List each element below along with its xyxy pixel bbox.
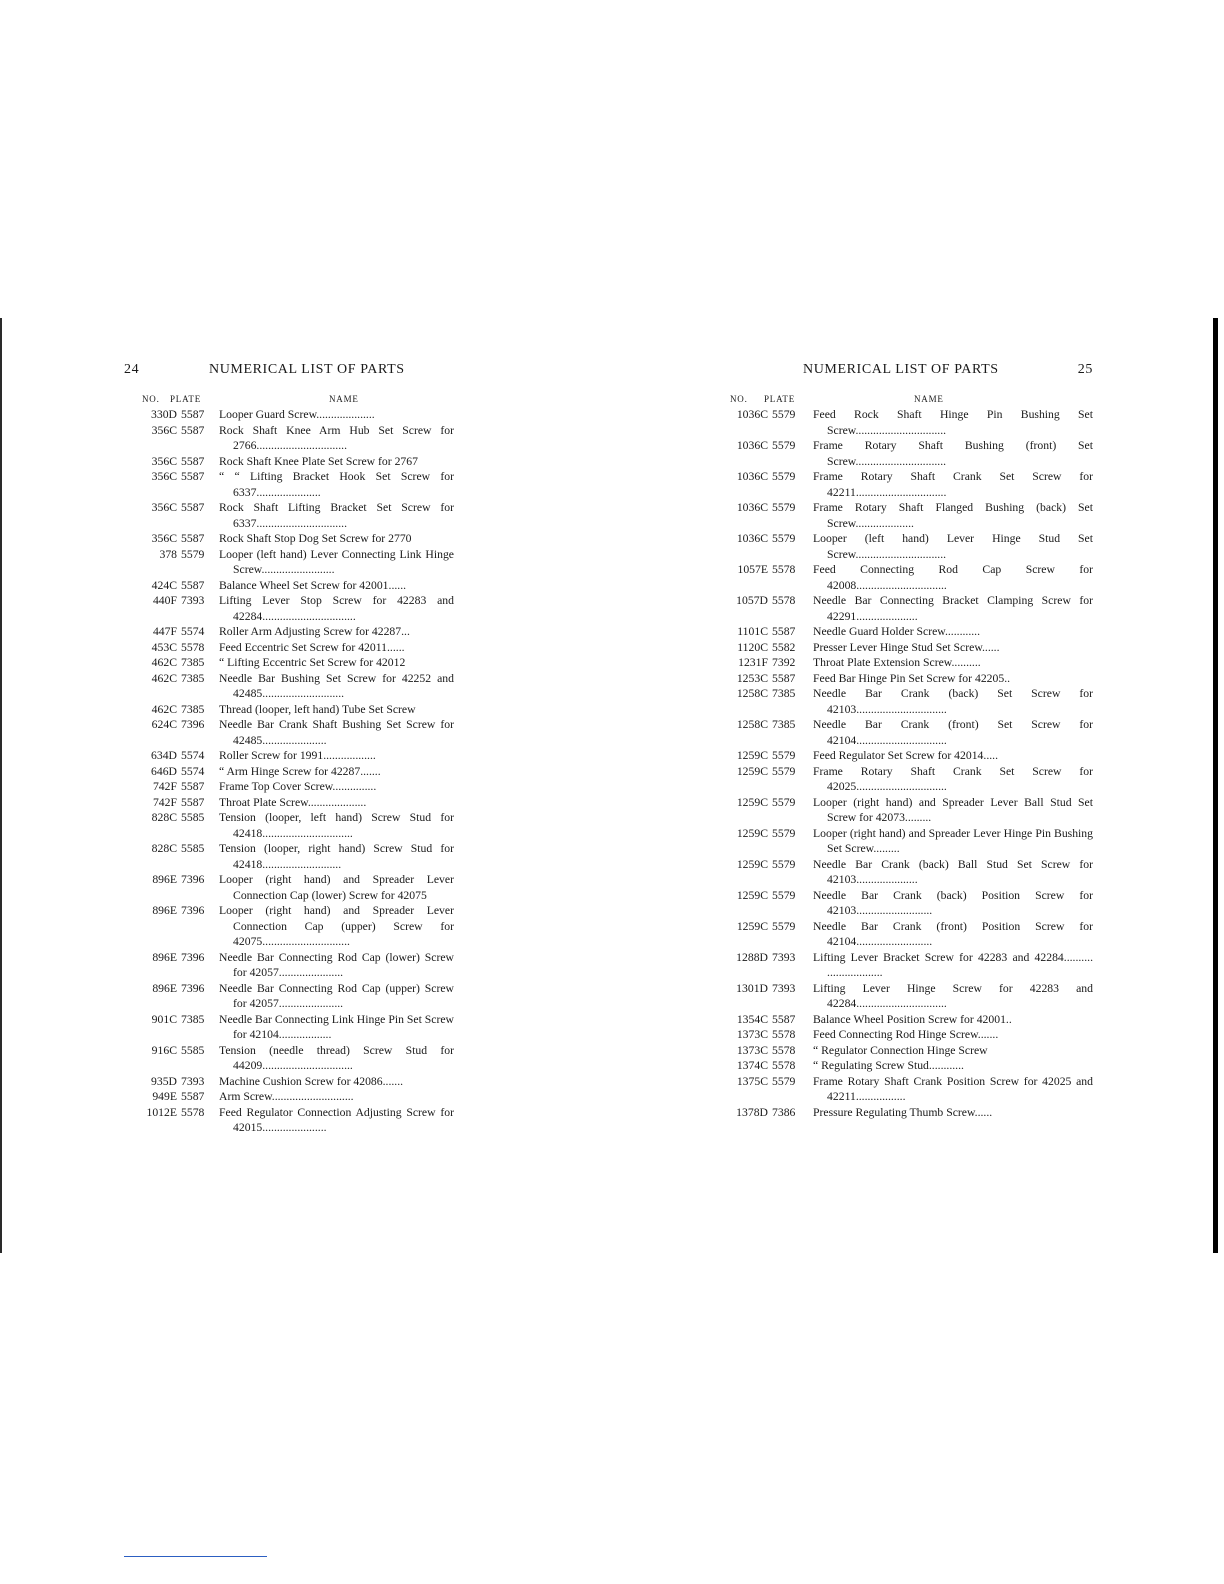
scan-edge-right: [1213, 318, 1218, 1253]
plate-number: 7385: [181, 1012, 205, 1026]
part-number: 896E: [152, 873, 177, 886]
plate-number: 5587: [181, 578, 205, 592]
plate-number: 5579: [772, 857, 796, 871]
part-name: Needle Bar Connecting Rod Cap (upper) Screw for 42057......................: [219, 981, 454, 1010]
part-number: 356C: [151, 454, 177, 468]
part-number: 1101C: [737, 625, 768, 638]
table-row: [124, 1089, 454, 1105]
table-row: [124, 469, 454, 500]
plate-number: 7396: [181, 950, 205, 964]
table-row: [728, 593, 1093, 624]
part-number: 447F: [152, 625, 177, 638]
table-row: [124, 593, 454, 624]
plate-number: 7386: [772, 1105, 796, 1119]
part-name: Looper (right hand) and Spreader Lever Ball Stud Set Screw for 42073.........: [813, 795, 1093, 824]
page-header: [124, 362, 454, 384]
plate-number: 5578: [181, 640, 205, 654]
part-name: Arm Screw............................: [219, 1090, 354, 1103]
page-25: [728, 362, 1093, 1120]
part-number: 1258C: [736, 718, 768, 731]
column-header-no: NO.: [142, 394, 160, 404]
part-name: Looper (right hand) and Spreader Lever Connection Cap (lower) Screw for 42075: [219, 873, 454, 902]
part-name: Needle Bar Crank (back) Position Screw for 42103..........................: [813, 888, 1093, 917]
parts-list: [124, 407, 454, 1136]
part-number: 1259C: [736, 919, 768, 933]
part-number: 935D: [151, 1074, 177, 1088]
table-row: [124, 655, 454, 671]
part-name: “ Lifting Eccentric Set Screw for 42012: [219, 656, 406, 669]
page-number: 25: [1077, 362, 1093, 377]
table-row: [124, 841, 454, 872]
table-row: [124, 981, 454, 1012]
part-name: Feed Eccentric Set Screw for 42011......: [219, 640, 405, 654]
part-name: Frame Rotary Shaft Crank Position Screw for 42025 and 42211.................: [813, 1074, 1093, 1103]
plate-number: 5587: [181, 423, 205, 437]
part-number: 1374C: [736, 1059, 768, 1072]
plate-number: 7393: [181, 594, 205, 607]
part-name: Feed Rock Shaft Hinge Pin Bushing Set Screw...............................: [813, 408, 1093, 437]
plate-number: 7393: [772, 950, 796, 964]
part-name: Feed Connecting Rod Hinge Screw.......: [813, 1028, 999, 1041]
plate-number: 5579: [772, 795, 796, 809]
part-number: 424C: [151, 578, 177, 592]
plate-number: 7393: [181, 1074, 205, 1088]
table-row: [124, 748, 454, 764]
plate-number: 7396: [181, 904, 205, 917]
part-number: 330D: [151, 408, 177, 421]
table-row: [728, 1105, 1093, 1121]
plate-number: 5574: [181, 764, 205, 778]
table-row: [124, 1105, 454, 1136]
plate-number: 5587: [181, 532, 205, 545]
page-title: NUMERICAL LIST OF PARTS: [209, 362, 405, 377]
table-row: [124, 903, 454, 950]
table-row: [728, 531, 1093, 562]
plate-number: 5579: [772, 408, 796, 421]
plate-number: 5587: [181, 501, 205, 514]
column-header-no: NO.: [730, 394, 748, 404]
plate-number: 5578: [772, 1043, 796, 1057]
table-row: [728, 1027, 1093, 1043]
plate-number: 5587: [181, 408, 205, 421]
table-row: [124, 640, 454, 656]
part-name: Machine Cushion Screw for 42086.......: [219, 1074, 404, 1088]
page-number: 24: [124, 362, 140, 377]
plate-number: 5587: [772, 1012, 796, 1026]
column-header-name: NAME: [329, 394, 359, 404]
part-number: 1259C: [736, 826, 768, 840]
table-row: [728, 671, 1093, 687]
part-name: Needle Bar Connecting Rod Cap (lower) Screw for 42057......................: [219, 950, 454, 979]
part-number: 742F: [152, 795, 177, 809]
part-number: 1036C: [736, 408, 768, 421]
plate-number: 5579: [772, 764, 796, 778]
table-row: [728, 764, 1093, 795]
column-headers: [124, 394, 454, 407]
part-name: Tension (looper, left hand) Screw Stud for 42418...............................: [219, 811, 454, 840]
part-name: Needle Bar Connecting Link Hinge Pin Set Screw for 42104..................: [219, 1012, 454, 1041]
part-name: Balance Wheel Position Screw for 42001..: [813, 1012, 1012, 1026]
part-name: Lifting Lever Hinge Screw for 42283 and 42284...............................: [813, 981, 1093, 1010]
part-number: 1259C: [736, 795, 768, 809]
part-number: 1231F: [738, 656, 768, 669]
part-name: Needle Bar Bushing Set Screw for 42252 and 42485............................: [219, 671, 454, 700]
plate-number: 5579: [772, 919, 796, 933]
part-number: 1373C: [736, 1028, 768, 1041]
table-row: [728, 717, 1093, 748]
part-number: 1259C: [736, 857, 768, 871]
part-number: 462C: [151, 702, 177, 716]
part-number: 1057E: [737, 563, 768, 576]
table-row: [728, 407, 1093, 438]
part-number: 1012E: [146, 1105, 177, 1119]
plate-number: 5587: [772, 671, 796, 685]
table-row: [728, 1043, 1093, 1059]
part-number: 896E: [152, 950, 177, 964]
part-number: 462C: [151, 671, 177, 685]
table-row: [728, 1012, 1093, 1028]
part-name: Frame Rotary Shaft Crank Set Screw for 42025...............................: [813, 764, 1093, 793]
table-row: [124, 1012, 454, 1043]
table-row: [728, 640, 1093, 656]
part-name: Rock Shaft Knee Arm Hub Set Screw for 2766...............................: [219, 423, 454, 452]
table-row: [728, 655, 1093, 671]
part-name: Needle Bar Crank Shaft Bushing Set Screw for 42485......................: [219, 718, 454, 747]
part-name: “ Regulating Screw Stud............: [813, 1059, 964, 1072]
table-row: [728, 1074, 1093, 1105]
part-number: 916C: [151, 1043, 177, 1057]
plate-number: 5574: [181, 749, 205, 762]
table-row: [124, 531, 454, 547]
part-number: 896E: [152, 904, 177, 917]
part-name: Needle Guard Holder Screw............: [813, 625, 981, 638]
table-row: [728, 950, 1093, 981]
plate-number: 7385: [181, 702, 205, 716]
part-name: Lifting Lever Bracket Screw for 42283 and 42284.......... ...................: [813, 950, 1093, 979]
table-row: [728, 438, 1093, 469]
part-name: Pressure Regulating Thumb Screw......: [813, 1105, 993, 1119]
table-row: [728, 624, 1093, 640]
column-header-plate: PLATE: [764, 394, 795, 404]
part-number: 378: [159, 547, 177, 561]
part-number: 949E: [152, 1090, 177, 1103]
part-name: Frame Rotary Shaft Bushing (front) Set Screw...............................: [813, 439, 1093, 468]
plate-number: 5587: [181, 780, 205, 793]
part-name: Throat Plate Extension Screw..........: [813, 656, 981, 669]
part-name: Frame Rotary Shaft Flanged Bushing (back) Set Screw....................: [813, 501, 1093, 530]
part-name: Feed Bar Hinge Pin Set Screw for 42205..: [813, 671, 1011, 685]
column-header-name: NAME: [914, 394, 944, 404]
part-number: 440F: [152, 594, 177, 607]
table-row: [728, 562, 1093, 593]
part-number: 828C: [151, 811, 177, 824]
part-name: Looper Guard Screw....................: [219, 408, 375, 421]
part-number: 1036C: [736, 501, 768, 514]
plate-number: 7396: [181, 873, 205, 886]
plate-number: 5587: [772, 625, 796, 638]
table-row: [728, 857, 1093, 888]
part-name: Lifting Lever Stop Screw for 42283 and 42284................................: [219, 594, 454, 623]
part-name: Roller Screw for 1991..................: [219, 749, 376, 762]
table-row: [728, 981, 1093, 1012]
part-name: Looper (left hand) Lever Hinge Stud Set Screw...............................: [813, 532, 1093, 561]
part-number: 1259C: [736, 764, 768, 778]
part-name: Roller Arm Adjusting Screw for 42287...: [219, 625, 410, 638]
table-row: [728, 500, 1093, 531]
table-row: [124, 500, 454, 531]
part-name: Needle Bar Crank (back) Set Screw for 42103...............................: [813, 687, 1093, 716]
part-number: 462C: [151, 656, 177, 669]
plate-number: 5574: [181, 625, 205, 638]
part-name: Rock Shaft Knee Plate Set Screw for 2767: [219, 454, 418, 468]
plate-number: 5579: [772, 532, 796, 545]
column-headers: [728, 394, 1093, 407]
plate-number: 5578: [772, 563, 796, 576]
plate-number: 7392: [772, 656, 796, 669]
plate-number: 5585: [181, 811, 205, 824]
part-name: Frame Top Cover Screw...............: [219, 780, 377, 793]
part-number: 1375C: [736, 1074, 768, 1088]
part-number: 1259C: [736, 888, 768, 902]
part-name: Feed Regulator Set Screw for 42014.....: [813, 749, 999, 762]
part-name: Needle Bar Crank (front) Set Screw for 42104...............................: [813, 718, 1093, 747]
table-row: [124, 810, 454, 841]
table-row: [728, 686, 1093, 717]
part-name: Tension (looper, right hand) Screw Stud for 42418...........................: [219, 842, 454, 871]
table-row: [124, 547, 454, 578]
part-number: 624C: [151, 718, 177, 731]
part-number: 1036C: [736, 470, 768, 483]
part-name: Looper (left hand) Lever Connecting Link Hinge Screw.........................: [219, 547, 454, 576]
part-number: 1036C: [736, 439, 768, 452]
part-name: Needle Bar Crank (back) Ball Stud Set Screw for 42103.....................: [813, 857, 1093, 886]
plate-number: 5578: [772, 1028, 796, 1041]
part-name: Needle Bar Connecting Bracket Clamping Screw for 42291.....................: [813, 594, 1093, 623]
part-number: 356C: [151, 501, 177, 514]
plate-number: 5578: [772, 1059, 796, 1072]
table-row: [124, 702, 454, 718]
part-number: 742F: [152, 780, 177, 793]
part-name: Balance Wheel Set Screw for 42001......: [219, 578, 407, 592]
part-name: Tension (needle thread) Screw Stud for 44209...............................: [219, 1043, 454, 1072]
plate-number: 5585: [181, 842, 205, 855]
part-number: 634D: [151, 749, 177, 762]
part-number: 828C: [151, 842, 177, 855]
table-row: [728, 748, 1093, 764]
part-number: 896E: [152, 981, 177, 995]
plate-number: 5585: [181, 1043, 205, 1057]
part-number: 1301D: [736, 981, 768, 995]
plate-number: 5579: [772, 749, 796, 762]
plate-number: 5578: [772, 594, 796, 607]
page-title: NUMERICAL LIST OF PARTS: [803, 362, 999, 377]
part-number: 1373C: [736, 1043, 768, 1057]
plate-number: 5579: [772, 888, 796, 902]
part-name: “ Arm Hinge Screw for 42287.......: [219, 764, 381, 778]
part-number: 1378D: [736, 1105, 768, 1119]
plate-number: 7385: [772, 687, 796, 700]
plate-number: 5578: [181, 1105, 205, 1119]
table-row: [124, 423, 454, 454]
plate-number: 7385: [772, 718, 796, 731]
table-row: [124, 795, 454, 811]
part-name: “ Regulator Connection Hinge Screw: [813, 1043, 988, 1057]
table-row: [124, 872, 454, 903]
part-number: 356C: [151, 423, 177, 437]
table-row: [124, 764, 454, 780]
page-header: [728, 362, 1093, 384]
part-number: 1253C: [736, 671, 768, 685]
plate-number: 5587: [181, 454, 205, 468]
part-number: 646D: [151, 764, 177, 778]
page-24: [124, 362, 454, 1136]
table-row: [728, 888, 1093, 919]
part-name: Rock Shaft Stop Dog Set Screw for 2770: [219, 532, 412, 545]
plate-number: 5579: [772, 501, 796, 514]
table-row: [728, 795, 1093, 826]
table-row: [124, 671, 454, 702]
table-row: [728, 826, 1093, 857]
part-number: 1057D: [736, 594, 768, 607]
column-header-plate: PLATE: [170, 394, 201, 404]
plate-number: 5579: [181, 547, 205, 561]
plate-number: 7393: [772, 981, 796, 995]
part-number: 356C: [151, 532, 177, 545]
part-name: Rock Shaft Lifting Bracket Set Screw for 6337...............................: [219, 501, 454, 530]
table-row: [728, 469, 1093, 500]
scan-edge-left: [0, 318, 2, 1253]
part-number: 901C: [151, 1012, 177, 1026]
plate-number: 5582: [772, 640, 796, 654]
part-number: 1120C: [737, 640, 768, 654]
parts-list: [728, 407, 1093, 1120]
plate-number: 5579: [772, 826, 796, 840]
link-underline: [124, 1556, 267, 1557]
part-name: Feed Regulator Connection Adjusting Screw for 42015......................: [219, 1105, 454, 1134]
table-row: [124, 717, 454, 748]
table-row: [124, 407, 454, 423]
part-name: Looper (right hand) and Spreader Lever Hinge Pin Bushing Set Screw.........: [813, 826, 1093, 855]
part-number: 1036C: [736, 532, 768, 545]
table-row: [124, 624, 454, 640]
part-number: 1354C: [736, 1012, 768, 1026]
plate-number: 5579: [772, 470, 796, 483]
plate-number: 7385: [181, 671, 205, 685]
table-row: [124, 1043, 454, 1074]
table-row: [124, 454, 454, 470]
plate-number: 5579: [772, 439, 796, 452]
part-name: Throat Plate Screw....................: [219, 795, 367, 809]
part-number: 1288D: [736, 950, 768, 964]
part-number: 1259C: [736, 749, 768, 762]
part-number: 356C: [151, 470, 177, 483]
table-row: [124, 1074, 454, 1090]
part-name: Thread (looper, left hand) Tube Set Screw: [219, 702, 416, 716]
plate-number: 7396: [181, 981, 205, 995]
table-row: [124, 779, 454, 795]
part-name: Frame Rotary Shaft Crank Set Screw for 42211...............................: [813, 470, 1093, 499]
plate-number: 5579: [772, 1074, 796, 1088]
plate-number: 7396: [181, 718, 205, 731]
part-name: Looper (right hand) and Spreader Lever Connection Cap (upper) Screw for 42075..............................: [219, 904, 454, 948]
part-name: Presser Lever Hinge Stud Set Screw......: [813, 640, 1000, 654]
part-name: “ “ Lifting Bracket Hook Set Screw for 6337......................: [219, 470, 454, 499]
table-row: [124, 578, 454, 594]
plate-number: 5587: [181, 795, 205, 809]
part-number: 453C: [151, 640, 177, 654]
part-name: Feed Connecting Rod Cap Screw for 42008...............................: [813, 563, 1093, 592]
table-row: [124, 950, 454, 981]
table-row: [728, 1058, 1093, 1074]
part-name: Needle Bar Crank (front) Position Screw for 42104..........................: [813, 919, 1093, 948]
plate-number: 5587: [181, 1090, 205, 1103]
table-row: [728, 919, 1093, 950]
plate-number: 7385: [181, 656, 205, 669]
plate-number: 5587: [181, 470, 205, 483]
part-number: 1258C: [736, 687, 768, 700]
